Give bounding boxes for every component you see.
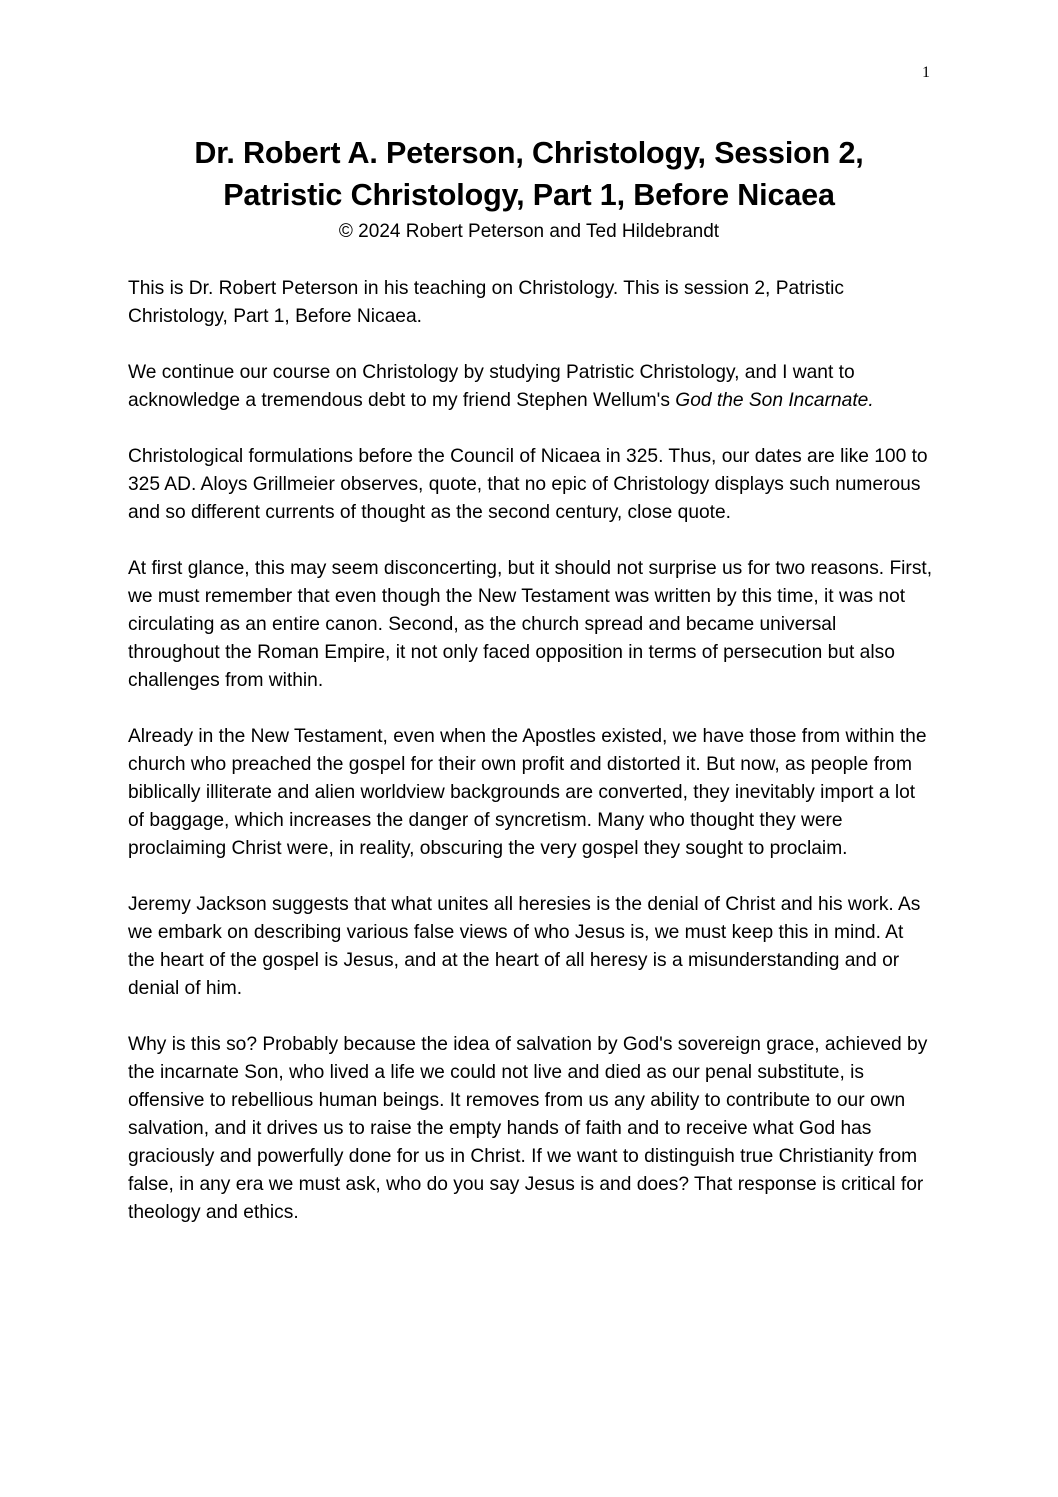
paragraph-5: Already in the New Testament, even when the Apostles existed, we have those from within the church who preached the gospel for their own profit and distorted it. But now, as people from biblically illiterate and alien worldview backgrounds are converted, they inevitably import a lot of baggage, which increases the danger of syncretism. Many who thought they were proclaiming Christ were, in reality, obscuring the very gospel they sought to proclaim.: [128, 726, 927, 859]
document-body: [128, 275, 933, 1255]
paragraph-2-text: We continue our course on Christology by studying Patristic Christology, and I want to acknowledge a tremendous debt to my friend Stephen Wellum's: [128, 362, 855, 411]
title-line-2: Patristic Christology, Part 1, Before Nicaea: [223, 178, 835, 212]
paragraph-3: Christological formulations before the Council of Nicaea in 325. Thus, our dates are like 100 to 325 AD. Aloys Grillmeier observes, quote, that no epic of Christology displays such numerous and so different currents of thought as the second century, close quote.: [128, 446, 928, 523]
document-title: [60, 132, 998, 216]
paragraph-1: This is Dr. Robert Peterson in his teaching on Christology. This is session 2, Patristic Christology, Part 1, Before Nicaea.: [128, 278, 844, 327]
copyright-notice: © 2024 Robert Peterson and Ted Hildebrandt: [338, 221, 720, 242]
title-line-1: Dr. Robert A. Peterson, Christology, Session 2,: [194, 136, 864, 170]
paragraph-2: [128, 359, 933, 415]
paragraph-4: At first glance, this may seem disconcerting, but it should not surprise us for two reasons. First, we must remember that even though the New Testament was written by this time, it was not circulating as an entire canon. Second, as the church spread and became universal throughout the Roman Empire, it not only faced opposition in terms of persecution but also challenges from within.: [128, 558, 933, 691]
page-number: 1: [922, 64, 930, 81]
document-header: [60, 132, 998, 244]
paragraph-6: Jeremy Jackson suggests that what unites all heresies is the denial of Christ and his work. As we embark on describing various false views of who Jesus is, we must keep this in mind. At the heart of the gospel is Jesus, and at the heart of all heresy is a misunderstanding and or denial of him.: [128, 894, 921, 999]
paragraph-7: Why is this so? Probably because the idea of salvation by God's sovereign grace, achieved by the incarnate Son, who lived a life we could not live and died as our penal substitute, is offensive to rebellious human beings. It removes from us any ability to contribute to our own salvation, and it drives us to raise the empty hands of faith and to receive what God has graciously and powerfully done for us in Christ. If we want to distinguish true Christianity from false, in any era we must ask, who do you say Jesus is and does? That response is critical for theology and ethics.: [128, 1034, 928, 1223]
book-title: God the Son Incarnate.: [675, 390, 874, 411]
